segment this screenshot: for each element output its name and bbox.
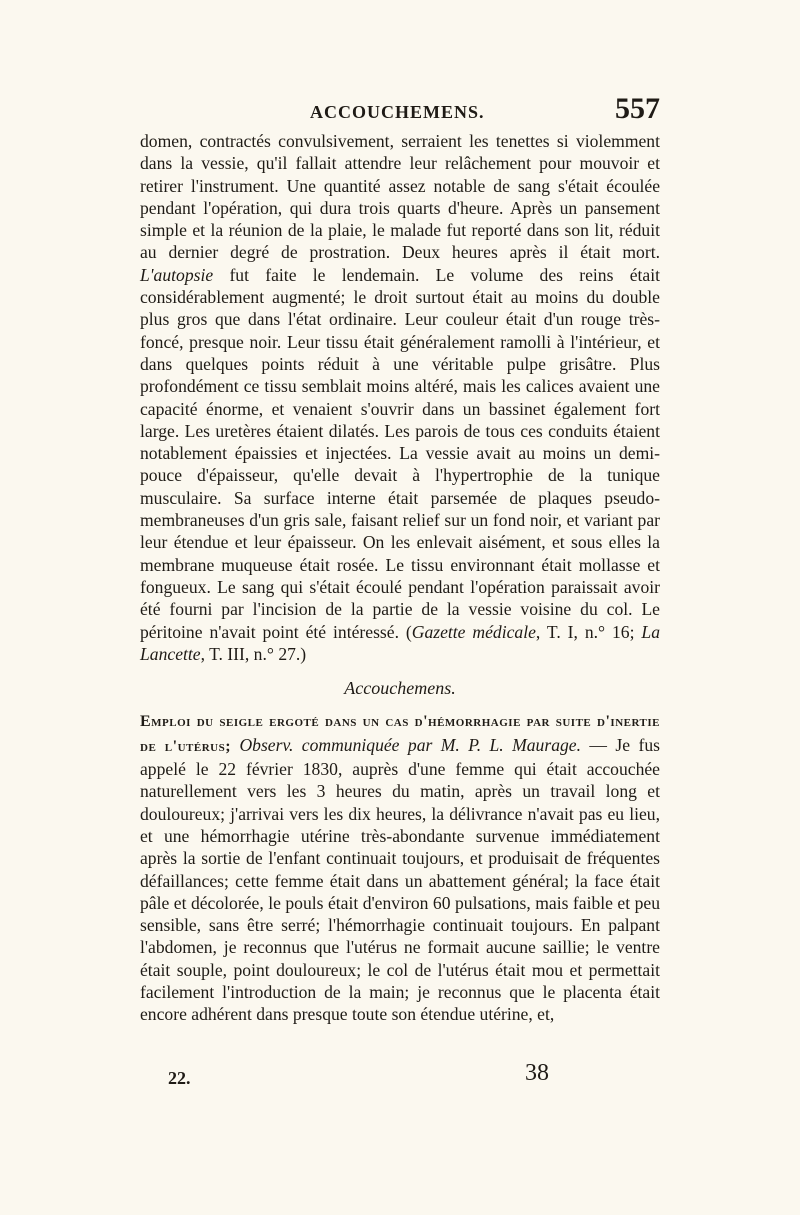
source-gazette-ref: , T. I, n.° 16; [535, 621, 635, 642]
source-lancette-ref: , T. III, n.° 27.) [200, 643, 307, 664]
signature-mark: 22. [168, 1068, 191, 1088]
paragraph-case-report [140, 130, 660, 665]
page-footer [140, 1060, 660, 1100]
page-number: 557 [615, 92, 660, 125]
article-paragraph [140, 709, 660, 1025]
autopsie-term: L'autopsie [140, 264, 214, 285]
article-heading: Emploi du seigle ergoté dans un cas d'hémorrhagie par suite d'inertie de l'utérus; [140, 713, 660, 755]
running-title: ACCOUCHEMENS. [310, 102, 485, 122]
case-report-text: domen, contractés convulsivement, serraient les tenettes si violemment dans la vessie, qu'il fallait attendre leur relâchement pour mouvoir et retirer l'instrument. Une quantité assez notable de sang s'était écoulée pendant l'opération, qui dura trois quarts d'heure. Après un pansement simple et la réunion de la plaie, le malade fut reporté dans son lit, réduit au dernier degré de prostration. Deux heures après il était mort. [140, 131, 660, 263]
source-lancette: La Lancette [140, 621, 660, 664]
observer-credit: Observ. communiquée par M. P. L. Maurage. [239, 734, 581, 755]
autopsy-findings-text: fut faite le lendemain. Le volume des reins était considérablement augmenté; le droit surtout était au moins du double plus gros que dans l'état ordinaire. Leur couleur était d'un rouge très-foncé, presque noir. Leur tissu était généralement ramolli à l'intérieur, et dans quelques points réduit à une véritable pulpe grisâtre. Plus profondément ce tissu semblait moins altéré, mais les calices avaient une capacité énorme, et venaient s'ouvrir dans un bassinet également fort large. Les uretères étaient dilatés. Les parois de tous ces conduits étaient notablement épaissies et injectées. La vessie avait au moins un demi-pouce d'épaisseur, qu'elle devait à l'hypertrophie de la tunique musculaire. Sa surface interne était parsemée de plaques pseudo-membraneuses d'un gris sale, faisant relief sur un fond noir, et variant par leur étendue et leur épaisseur. On les enlevait aisément, et sous elles la membrane muqueuse était rosée. Le tissu environnant était mollasse et fongueux. Le sang qui s'était écoulé pendant l'opération paraissait avoir été fourni par l'incision de la partie de la vessie voisine du col. Le péritoine n'avait point été intéressé. ( [140, 264, 660, 642]
text-block [140, 130, 660, 1026]
observation-text: — Je fus appelé le 22 février 1830, auprès d'une femme qui était accouchée naturellement vers les 3 heures du matin, après un travail long et douloureux; j'arrivai vers les dix heures, la délivrance n'avait pas eu lieu, et une hémorrhagie utérine très-abondante survenue immédiatement après la sortie de l'enfant continuait toujours, et produisait de fréquentes défaillances; cette femme était dans un abattement général; la face était pâle et décolorée, le pouls était d'environ 60 pulsations, mais faible et peu sensible, sans être serré; l'hémorrhagie continuait toujours. En palpant l'abdomen, je reconnus que l'utérus ne formait aucune saillie; le ventre était souple, point douloureux; le col de l'utérus était mou et permettait facilement l'introduction de la main; je reconnus que le placenta était encore adhérent dans presque toute son étendue utérine, et, [140, 734, 660, 1025]
section-title: Accouchemens. [344, 678, 456, 699]
sheet-number: 38 [525, 1060, 549, 1086]
source-gazette: Gazette médicale [411, 621, 536, 642]
